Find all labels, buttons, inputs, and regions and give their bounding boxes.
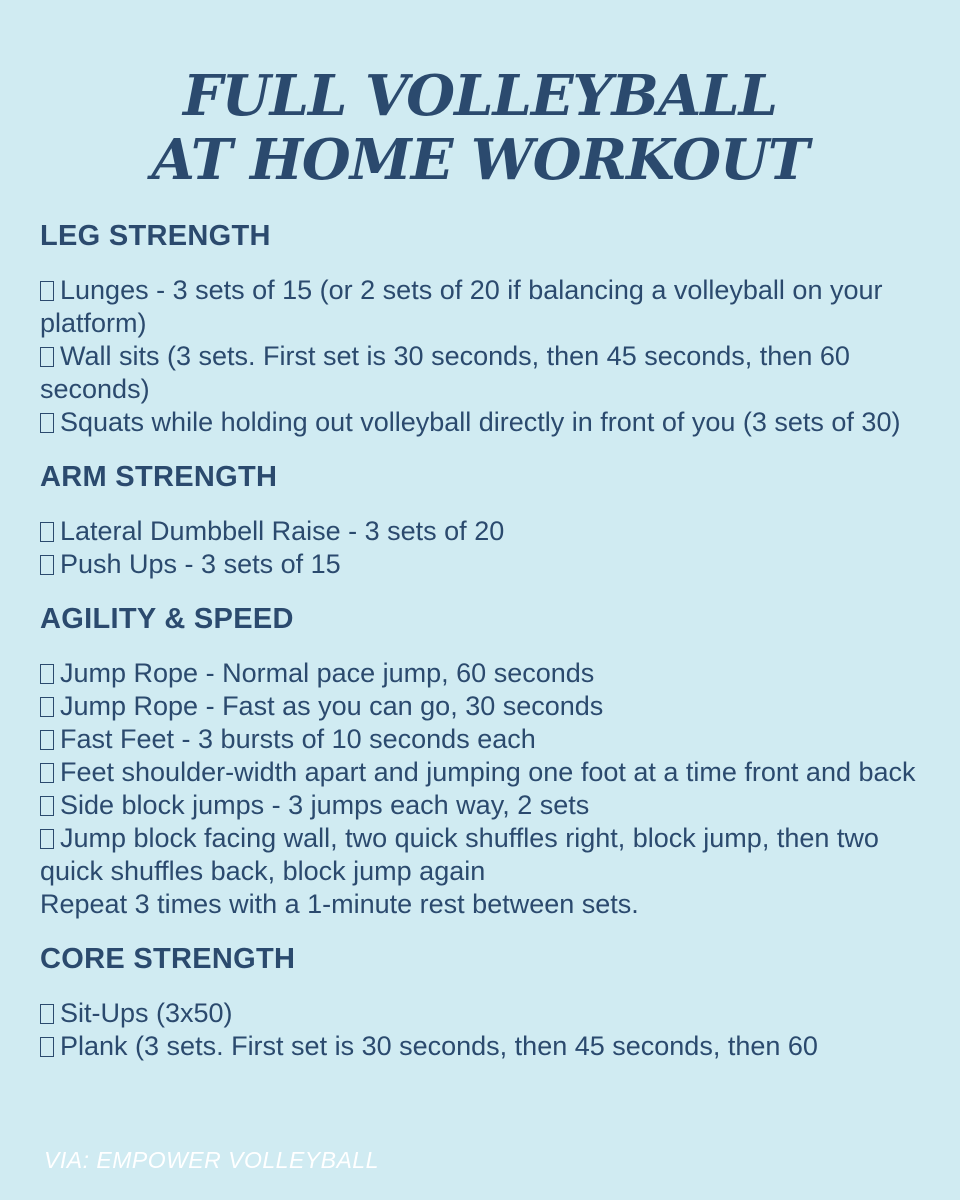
exercise-list: [40, 657, 940, 921]
exercise-item: [40, 657, 940, 690]
exercise-text: Plank (3 sets. First set is 30 seconds, then 45 seconds, then 60: [60, 1031, 818, 1061]
checkbox-icon: [40, 281, 54, 301]
title-line-1: FULL VOLLEYBALL: [182, 63, 778, 129]
exercise-text: Lateral Dumbbell Raise - 3 sets of 20: [60, 516, 505, 546]
exercise-text: Fast Feet - 3 bursts of 10 seconds each: [60, 724, 536, 754]
exercise-item: [40, 340, 940, 406]
page-title: [0, 64, 960, 192]
exercise-item: [40, 723, 940, 756]
checkbox-icon: [40, 730, 54, 750]
exercise-list: [40, 515, 940, 581]
section-heading: ARM STRENGTH: [40, 461, 278, 493]
section-heading: CORE STRENGTH: [40, 943, 296, 975]
exercise-item: [40, 548, 940, 581]
exercise-item: [40, 1030, 940, 1063]
exercise-item: [40, 274, 940, 340]
exercise-text: Side block jumps - 3 jumps each way, 2 sets: [60, 790, 590, 820]
exercise-item: [40, 515, 940, 548]
section-note: Repeat 3 times with a 1-minute rest between sets.: [40, 889, 639, 919]
exercise-text: Squats while holding out volleyball directly in front of you (3 sets of 30): [60, 407, 901, 437]
checkbox-icon: [40, 1004, 54, 1024]
checkbox-icon: [40, 555, 54, 575]
exercise-item: [40, 822, 940, 888]
checkbox-icon: [40, 413, 54, 433]
checkbox-icon: [40, 763, 54, 783]
exercise-text: Jump Rope - Normal pace jump, 60 seconds: [60, 658, 595, 688]
checkbox-icon: [40, 829, 54, 849]
checkbox-icon: [40, 796, 54, 816]
section-leg-strength: [40, 212, 940, 439]
exercise-text: Wall sits (3 sets. First set is 30 seconds, then 45 seconds, then 60 seconds): [40, 341, 850, 404]
exercise-text: Push Ups - 3 sets of 15: [60, 549, 341, 579]
checkbox-icon: [40, 664, 54, 684]
exercise-text: Sit-Ups (3x50): [60, 998, 233, 1028]
exercise-list: [40, 274, 940, 439]
exercise-text: Feet shoulder-width apart and jumping one foot at a time front and back: [60, 757, 916, 787]
checkbox-icon: [40, 522, 54, 542]
section-heading: AGILITY & SPEED: [40, 603, 294, 635]
exercise-item: [40, 997, 940, 1030]
exercise-item: [40, 690, 940, 723]
checkbox-icon: [40, 697, 54, 717]
checkbox-icon: [40, 347, 54, 367]
exercise-text: Jump block facing wall, two quick shuffles right, block jump, then two quick shuffles back, block jump again: [40, 823, 879, 886]
exercise-item: [40, 756, 940, 789]
section-agility-speed: [40, 595, 940, 921]
workout-content: [40, 212, 940, 1077]
section-heading: LEG STRENGTH: [40, 220, 271, 252]
checkbox-icon: [40, 1037, 54, 1057]
exercise-item: [40, 789, 940, 822]
exercise-list: [40, 997, 940, 1063]
exercise-text: Lunges - 3 sets of 15 (or 2 sets of 20 if balancing a volleyball on your platform): [40, 275, 883, 338]
exercise-item: [40, 406, 940, 439]
section-core-strength: [40, 935, 940, 1063]
exercise-text: Jump Rope - Fast as you can go, 30 seconds: [60, 691, 604, 721]
title-line-2: AT HOME WORKOUT: [151, 127, 809, 193]
source-credit: VIA: EMPOWER VOLLEYBALL: [44, 1147, 379, 1173]
section-arm-strength: [40, 453, 940, 581]
